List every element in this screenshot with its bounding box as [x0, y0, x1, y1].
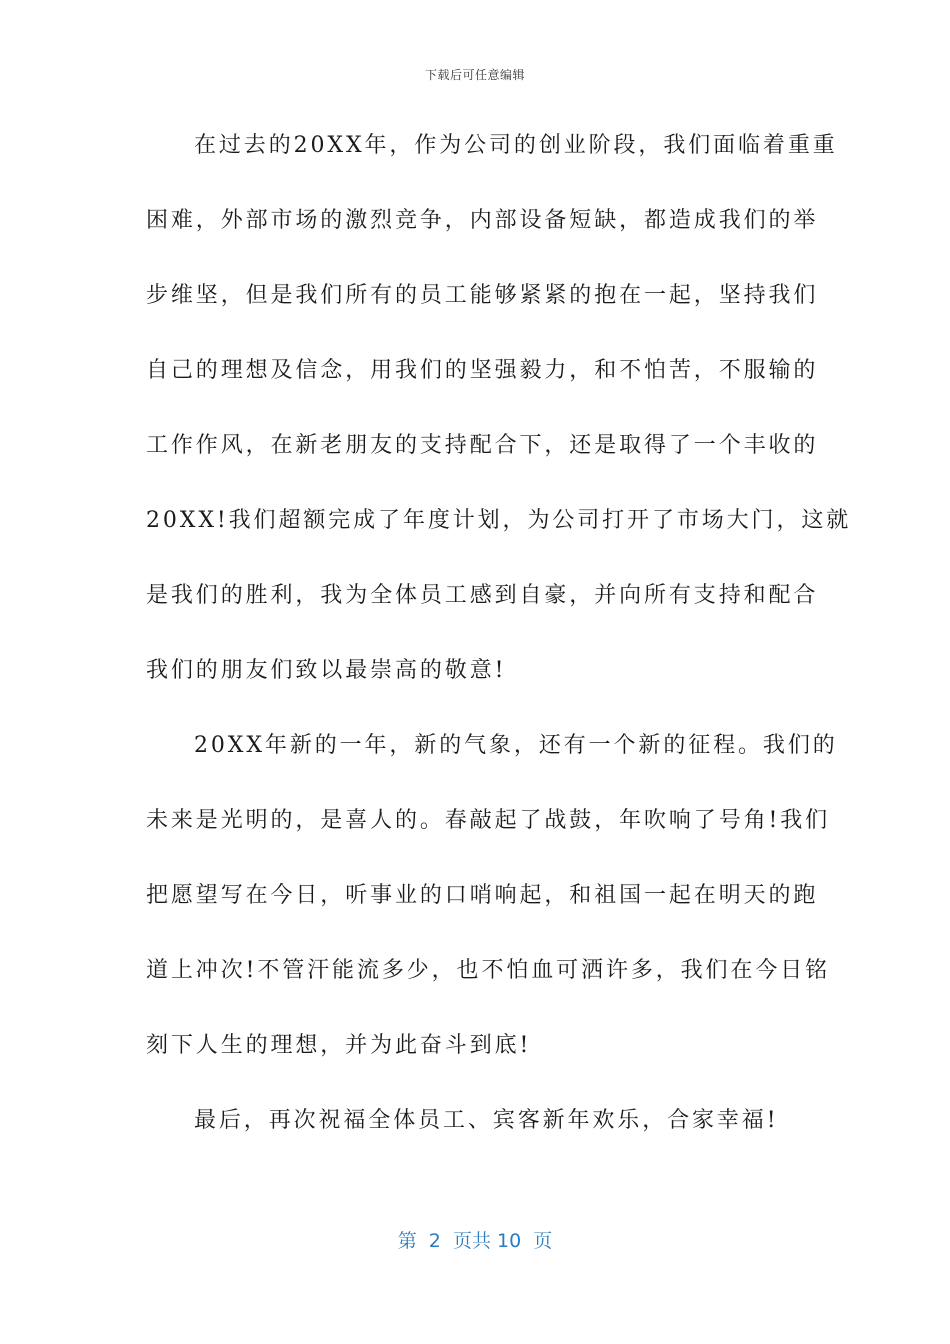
- paragraph-2-line-2: 未来是光明的，是喜人的。春敲起了战鼓，年吹响了号角!我们: [146, 808, 831, 833]
- paragraph-1-line-1: 在过去的20XX年，作为公司的创业阶段，我们面临着重重: [194, 133, 838, 158]
- page-number-footer: 第 2 页共 10 页: [397, 1230, 553, 1252]
- paragraph-3-line-1: 最后，再次祝福全体员工、宾客新年欢乐，合家幸福!: [194, 1108, 779, 1133]
- paragraph-1-line-4: 自己的理想及信念，用我们的坚强毅力，和不怕苦，不服输的: [146, 358, 819, 383]
- paragraph-2-line-1: 20XX年新的一年，新的气象，还有一个新的征程。我们的: [194, 733, 838, 758]
- paragraph-2-line-4: 道上冲次!不管汗能流多少，也不怕血可洒许多，我们在今日铭: [146, 958, 831, 983]
- document-body: [146, 128, 852, 1178]
- paragraph-1-line-3: 步维坚，但是我们所有的员工能够紧紧的抱在一起，坚持我们: [146, 283, 819, 308]
- paragraph-1-line-5: 工作作风，在新老朋友的支持配合下，还是取得了一个丰收的: [146, 433, 819, 458]
- paragraph-1-line-7: 是我们的胜利，我为全体员工感到自豪，并向所有支持和配合: [146, 583, 819, 608]
- paragraph-1-line-2: 困难，外部市场的激烈竞争，内部设备短缺，都造成我们的举: [146, 208, 819, 233]
- header-note: 下载后可任意编辑: [424, 68, 525, 82]
- paragraph-2-line-5: 刻下人生的理想，并为此奋斗到底!: [146, 1033, 532, 1058]
- paragraph-1-line-8: 我们的朋友们致以最崇高的敬意!: [146, 658, 507, 683]
- paragraph-2-line-3: 把愿望写在今日，听事业的口哨响起，和祖国一起在明天的跑: [146, 883, 819, 908]
- paragraph-1-line-6: 20XX!我们超额完成了年度计划，为公司打开了市场大门，这就: [146, 508, 852, 533]
